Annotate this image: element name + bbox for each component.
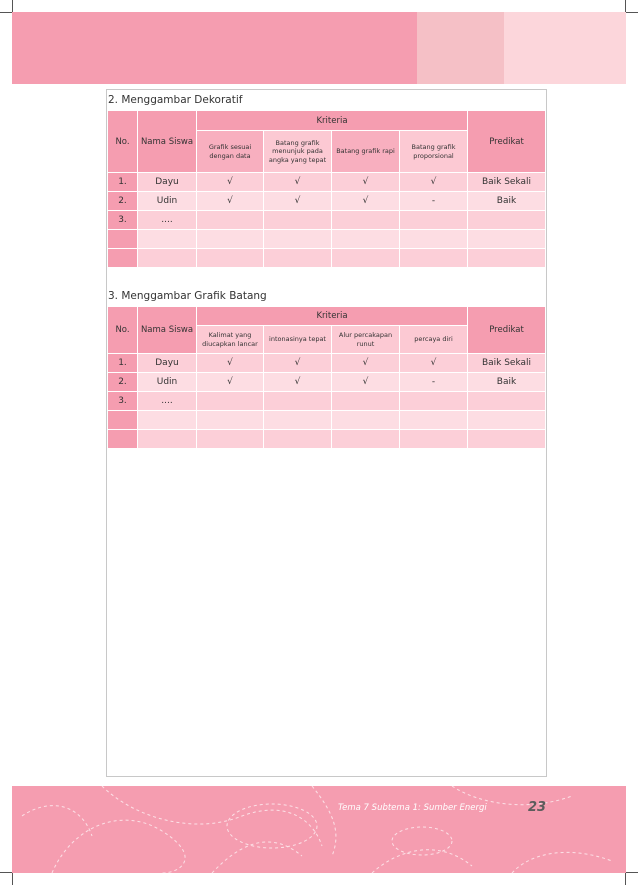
cell-no: 2. bbox=[108, 373, 138, 392]
table-row bbox=[108, 392, 546, 411]
cell-no bbox=[108, 249, 138, 268]
cell-check: √ bbox=[400, 173, 468, 192]
cell-check bbox=[197, 392, 264, 411]
header-accent-block bbox=[417, 12, 504, 84]
cell-predikat: Baik bbox=[468, 192, 546, 211]
cell-predikat: Baik bbox=[468, 373, 546, 392]
cell-check: √ bbox=[197, 373, 264, 392]
header-no: No. bbox=[108, 111, 138, 173]
page-number: 23 bbox=[528, 800, 547, 815]
cell-predikat bbox=[468, 430, 546, 449]
header-predikat: Predikat bbox=[468, 111, 546, 173]
cell-predikat: Baik Sekali bbox=[468, 354, 546, 373]
cell-check: √ bbox=[332, 173, 400, 192]
header-accent-block bbox=[504, 12, 626, 84]
header-kriteria: Kriteria bbox=[197, 307, 468, 326]
cell-check bbox=[400, 411, 468, 430]
table-row bbox=[108, 192, 546, 211]
cell-check bbox=[332, 249, 400, 268]
cell-check bbox=[264, 211, 332, 230]
cell-nama bbox=[138, 230, 197, 249]
cell-no: 3. bbox=[108, 392, 138, 411]
cell-predikat bbox=[468, 230, 546, 249]
cell-check: √ bbox=[197, 173, 264, 192]
cell-nama: Dayu bbox=[138, 173, 197, 192]
cell-check: √ bbox=[264, 354, 332, 373]
table-row bbox=[108, 249, 546, 268]
cell-check: √ bbox=[400, 354, 468, 373]
table-row bbox=[108, 354, 546, 373]
criteria-header: Batang grafik menunjuk pada angka yang tepat bbox=[264, 131, 332, 173]
cell-predikat bbox=[468, 249, 546, 268]
cell-check bbox=[197, 430, 264, 449]
cell-check bbox=[332, 211, 400, 230]
criteria-header: intonasinya tepat bbox=[264, 326, 332, 354]
header-kriteria: Kriteria bbox=[197, 111, 468, 131]
cell-check bbox=[400, 230, 468, 249]
cell-no: 1. bbox=[108, 173, 138, 192]
cell-nama bbox=[138, 249, 197, 268]
cell-check bbox=[197, 411, 264, 430]
assessment-table bbox=[107, 306, 546, 449]
cell-nama bbox=[138, 430, 197, 449]
cell-check: √ bbox=[264, 173, 332, 192]
cell-nama: Dayu bbox=[138, 354, 197, 373]
cell-nama: Udin bbox=[138, 373, 197, 392]
cell-predikat: Baik Sekali bbox=[468, 173, 546, 192]
cell-check: √ bbox=[332, 192, 400, 211]
table-row bbox=[108, 173, 546, 192]
cell-check bbox=[197, 230, 264, 249]
cell-nama: Udin bbox=[138, 192, 197, 211]
cell-check: - bbox=[400, 192, 468, 211]
cell-check bbox=[332, 230, 400, 249]
cell-no: 2. bbox=[108, 192, 138, 211]
cell-no bbox=[108, 430, 138, 449]
cell-predikat bbox=[468, 392, 546, 411]
assessment-table bbox=[107, 110, 546, 268]
cell-check bbox=[264, 430, 332, 449]
cell-no bbox=[108, 230, 138, 249]
criteria-header: Alur percakapan runut bbox=[332, 326, 400, 354]
cell-check bbox=[264, 249, 332, 268]
header-no: No. bbox=[108, 307, 138, 354]
section-title: 3. Menggambar Grafik Batang bbox=[108, 290, 267, 302]
cell-check bbox=[197, 249, 264, 268]
cell-nama: .... bbox=[138, 392, 197, 411]
cell-check: - bbox=[400, 373, 468, 392]
cell-check bbox=[332, 392, 400, 411]
cell-check: √ bbox=[332, 354, 400, 373]
cell-check bbox=[264, 230, 332, 249]
cell-no: 3. bbox=[108, 211, 138, 230]
table-row bbox=[108, 373, 546, 392]
cell-predikat bbox=[468, 411, 546, 430]
header-predikat: Predikat bbox=[468, 307, 546, 354]
header-nama: Nama Siswa bbox=[138, 307, 197, 354]
cell-check bbox=[197, 211, 264, 230]
cell-check: √ bbox=[197, 354, 264, 373]
cell-predikat bbox=[468, 211, 546, 230]
table-row bbox=[108, 430, 546, 449]
cell-check: √ bbox=[264, 373, 332, 392]
header-nama: Nama Siswa bbox=[138, 111, 197, 173]
cell-check bbox=[400, 249, 468, 268]
criteria-header: Kalimat yang diucapkan lancar bbox=[197, 326, 264, 354]
footer-subtitle: Tema 7 Subtema 1: Sumber Energi bbox=[338, 803, 487, 813]
cell-check bbox=[400, 392, 468, 411]
section-title: 2. Menggambar Dekoratif bbox=[108, 94, 243, 106]
cell-check bbox=[332, 430, 400, 449]
criteria-header: Grafik sesuai dengan data bbox=[197, 131, 264, 173]
cell-no bbox=[108, 411, 138, 430]
cell-check: √ bbox=[197, 192, 264, 211]
cell-nama: .... bbox=[138, 211, 197, 230]
cell-check: √ bbox=[332, 373, 400, 392]
table-row bbox=[108, 411, 546, 430]
cell-check bbox=[332, 411, 400, 430]
cell-check bbox=[264, 392, 332, 411]
criteria-header: Batang grafik proporsional bbox=[400, 131, 468, 173]
cell-no: 1. bbox=[108, 354, 138, 373]
cell-check bbox=[264, 411, 332, 430]
cell-check bbox=[400, 430, 468, 449]
cell-nama bbox=[138, 411, 197, 430]
criteria-header: percaya diri bbox=[400, 326, 468, 354]
cell-check bbox=[400, 211, 468, 230]
table-row bbox=[108, 230, 546, 249]
cell-check: √ bbox=[264, 192, 332, 211]
table-row bbox=[108, 211, 546, 230]
criteria-header: Batang grafik rapi bbox=[332, 131, 400, 173]
